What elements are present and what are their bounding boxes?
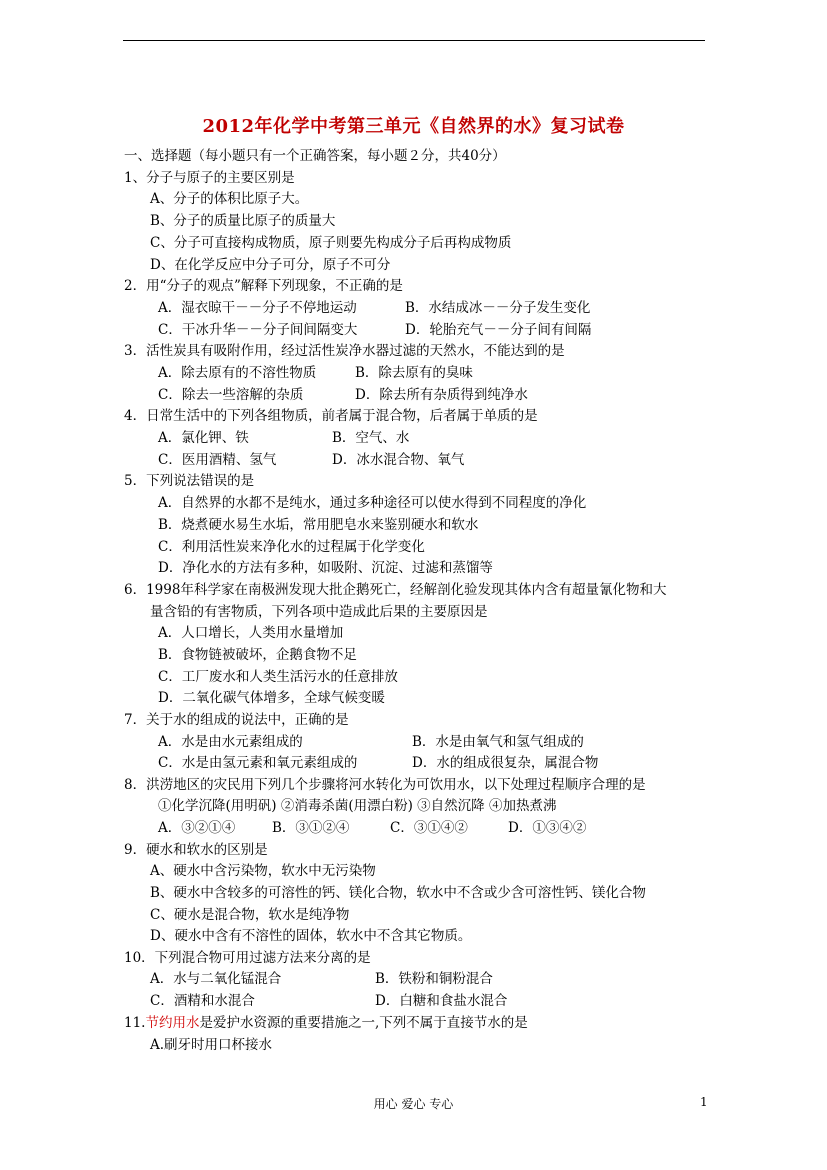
header-rule (123, 40, 705, 41)
question-1-stem: 1、分子与原子的主要区别是 (124, 170, 295, 186)
question-9-option-b: B、硬水中含较多的可溶性的钙、镁化合物，软水中不含或少含可溶性钙、镁化合物 (150, 885, 646, 901)
question-7-stem: 7．关于水的组成的说法中，正确的是 (124, 712, 349, 728)
question-2-stem: 2．用“分子的观点”解释下列现象，不正确的是 (124, 278, 403, 294)
question-11-stem-rest: 是爱护水资源的重要措施之一,下列不属于直接节水的是 (199, 1015, 528, 1031)
question-2-option-b: B．水结成冰－－分子发生变化 (405, 300, 591, 316)
question-8-option-c: C．③①④② (390, 820, 468, 836)
question-2-option-a: A．湿衣晾干－－分子不停地运动 (158, 300, 357, 316)
question-10-stem: 10．下列混合物可用过滤方法来分离的是 (124, 950, 371, 966)
question-4-option-b: B．空气、水 (332, 430, 410, 446)
footer-motto: 用心 爱心 专心 (373, 1097, 454, 1111)
question-1-option-c: C、分子可直接构成物质，原子则要先构成分子后再构成物质 (150, 235, 512, 251)
question-3-option-a: A．除去原有的不溶性物质 (158, 365, 317, 381)
question-7-option-b: B．水是由氧气和氢气组成的 (412, 734, 584, 750)
question-11-highlight: 节约用水 (145, 1015, 200, 1031)
question-2-option-c: C．干冰升华－－分子间间隔变大 (158, 322, 358, 338)
question-8-option-d: D．①③④② (508, 820, 587, 836)
question-4-option-d: D．冰水混合物、氧气 (332, 452, 465, 468)
question-8-option-a: A．③②①④ (158, 820, 236, 836)
question-8-steps: ①化学沉降(用明矾) ②消毒杀菌(用漂白粉) ③自然沉降 ④加热煮沸 (158, 798, 557, 814)
question-10-option-b: B．铁粉和铜粉混合 (375, 971, 493, 987)
question-3-option-d: D．除去所有杂质得到纯净水 (355, 387, 528, 403)
question-7-option-d: D．水的组成很复杂，属混合物 (412, 755, 599, 771)
section-heading: 一、选择题（每小题只有一个正确答案，每小题２分，共40分） (124, 148, 506, 164)
question-9-option-c: C、硬水是混合物，软水是纯净物 (150, 907, 350, 923)
question-11-number: 11. (124, 1015, 146, 1031)
question-6-option-c: C．工厂废水和人类生活污水的任意排放 (158, 669, 398, 685)
question-4-option-a: A．氯化钾、铁 (158, 430, 249, 446)
question-11-option-a: A.刷牙时用口杯接水 (150, 1037, 273, 1053)
question-5-option-d: D．净化水的方法有多种，如吸附、沉淀、过滤和蒸馏等 (158, 560, 493, 576)
question-4-stem: 4．日常生活中的下列各组物质，前者属于混合物，后者属于单质的是 (124, 408, 538, 424)
question-1-option-a: A、分子的体积比原子大。 (150, 191, 309, 207)
question-5-stem: 5．下列说法错误的是 (124, 473, 255, 489)
question-6-option-d: D．二氧化碳气体增多，全球气候变暖 (158, 690, 385, 706)
question-6-stem-line-2: 量含铅的有害物质，下列各项中造成此后果的主要原因是 (150, 604, 488, 620)
question-5-option-c: C．利用活性炭来净化水的过程属于化学变化 (158, 539, 425, 555)
page-number: 1 (700, 1095, 708, 1109)
question-9-option-a: A、硬水中含污染物，软水中无污染物 (150, 863, 376, 879)
question-10-option-c: C．酒精和水混合 (150, 993, 255, 1009)
question-2-option-d: D．轮胎充气－－分子间有间隔 (405, 322, 592, 338)
question-6-option-b: B．食物链被破坏，企鹅食物不足 (158, 647, 357, 663)
question-6-option-a: A．人口增长，人类用水量增加 (158, 625, 344, 641)
question-9-option-d: D、硬水中含有不溶性的固体，软水中不含其它物质。 (150, 928, 472, 944)
question-10-option-d: D．白糖和食盐水混合 (375, 993, 508, 1009)
question-8-stem: 8．洪涝地区的灾民用下列几个步骤将河水转化为可饮用水，以下处理过程顺序合理的是 (124, 777, 646, 793)
page-title: 2012年化学中考第三单元《自然界的水》复习试卷 (202, 116, 625, 137)
question-5-option-a: A．自然界的水都不是纯水，通过多种途径可以使水得到不同程度的净化 (158, 495, 587, 511)
question-10-option-a: A．水与二氧化锰混合 (150, 971, 282, 987)
question-11-stem (124, 1014, 528, 1032)
question-1-option-d: D、在化学反应中分子可分，原子不可分 (150, 257, 391, 273)
question-6-stem-line-1: 6．1998年科学家在南极洲发现大批企鹅死亡，经解剖化验发现其体内含有超量氰化物和大 (124, 582, 667, 598)
question-9-stem: 9．硬水和软水的区别是 (124, 842, 268, 858)
question-8-option-b: B．③①②④ (272, 820, 350, 836)
question-7-option-a: A．水是由水元素组成的 (158, 734, 303, 750)
question-3-option-b: B．除去原有的臭味 (355, 365, 473, 381)
question-7-option-c: C．水是由氢元素和氧元素组成的 (158, 755, 358, 771)
question-3-stem: 3．活性炭具有吸附作用，经过活性炭净水器过滤的天然水，不能达到的是 (124, 343, 565, 359)
question-3-option-c: C．除去一些溶解的杂质 (158, 387, 304, 403)
question-4-option-c: C．医用酒精、氢气 (158, 452, 277, 468)
question-1-option-b: B、分子的质量比原子的质量大 (150, 213, 336, 229)
question-5-option-b: B．烧煮硬水易生水垢，常用肥皂水来鉴别硬水和软水 (158, 517, 479, 533)
